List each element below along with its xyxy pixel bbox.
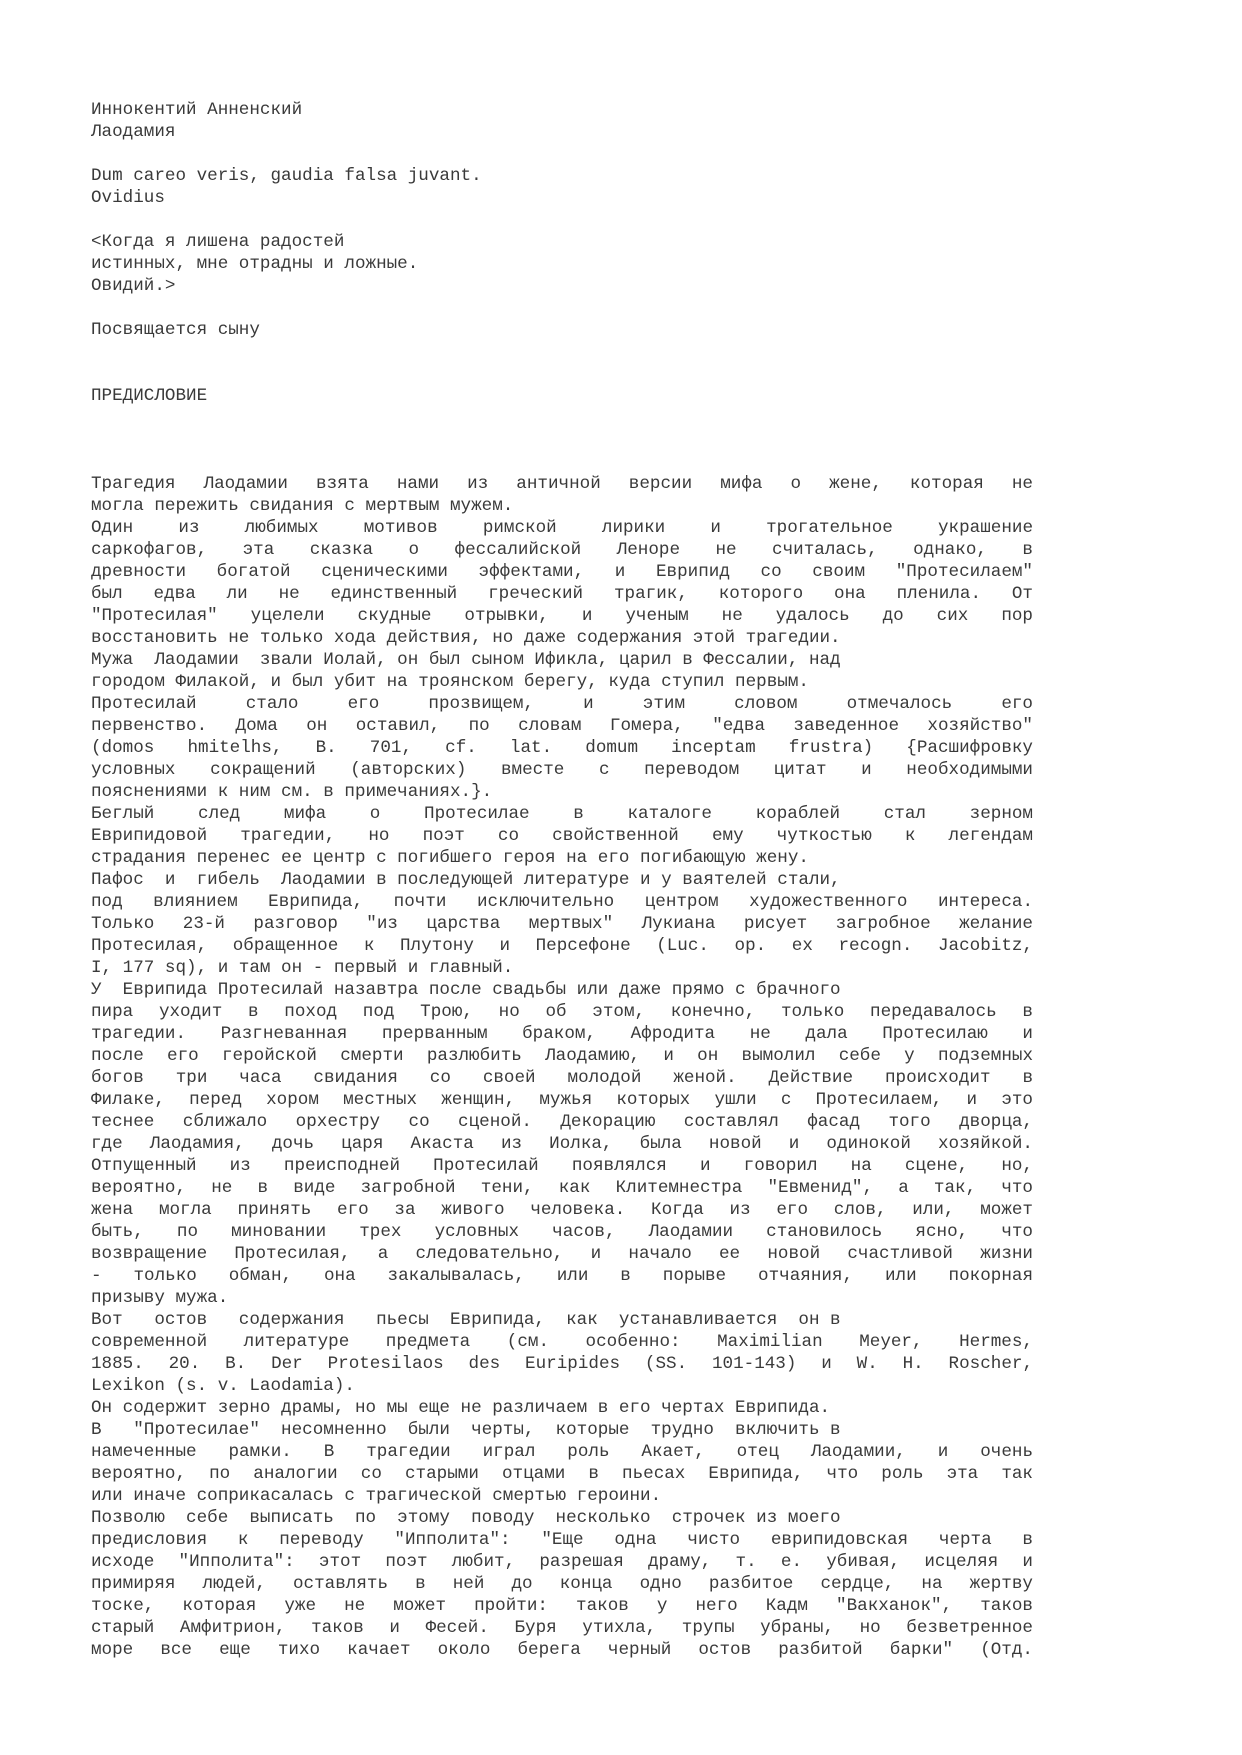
body-line: городом Филакой, и был убит на троянском берегу, куда ступил первым. xyxy=(91,672,809,692)
body-line: могла пережить свидания с мертвым мужем. xyxy=(91,496,514,516)
body-line: Отпущенный из преисподней Протесилай появлялся и говорил на сцене, но, xyxy=(91,1156,1033,1176)
body-line: Только 23-й разговор "из царства мертвых" Лукиана рисует загробное желание xyxy=(91,914,1033,934)
body-line: саркофагов, эта сказка о фессалийской Леноре не считалась, однако, в xyxy=(91,540,1033,560)
body-line: Протесилай стало его прозвищем, и этим словом отмечалось его xyxy=(91,694,1033,714)
body-line: после его геройской смерти разлюбить Лаодамию, и он вымолил себе у подземных xyxy=(91,1046,1033,1066)
body-line: Беглый след мифа о Протесилае в каталоге кораблей стал зерном xyxy=(91,804,1033,824)
body-line: старый Амфитрион, таков и Фесей. Буря утихла, трупы убраны, но безветренное xyxy=(91,1618,1033,1638)
body-line: богов три часа свидания со своей молодой женой. Действие происходит в xyxy=(91,1068,1033,1088)
body-line: предисловия к переводу "Ипполита": "Еще одна чисто еврипидовская черта в xyxy=(91,1530,1033,1550)
body-line: первенство. Дома он оставил, по словам Гомера, "едва заведенное хозяйство" xyxy=(91,716,1033,736)
body-line: тоске, которая уже не может пройти: таков у него Кадм "Вакханок", таков xyxy=(91,1596,1033,1616)
body-line: быть, по миновании трех условных часов, Лаодамии становилось ясно, что xyxy=(91,1222,1033,1242)
body-line: Еврипидовой трагедии, но поэт со свойственной ему чуткостью к легендам xyxy=(91,826,1033,846)
body-line: Мужа Лаодамии звали Иолай, он был сыном Ификла, царил в Фессалии, над xyxy=(91,650,841,670)
body-line: условных сокращений (авторских) вместе с переводом цитат и необходимыми xyxy=(91,760,1033,780)
body-line: (domos hmitelhs, B. 701, cf. lat. domum inceptam frustra) {Расшифровку xyxy=(91,738,1033,758)
body-line: древности богатой сценическими эффектами, и Еврипид со своим "Протесилаем" xyxy=(91,562,1033,582)
body-line: страдания перенес ее центр с погибшего героя на его погибающую жену. xyxy=(91,848,809,868)
body-line: возвращение Протесилая, а следовательно, и начало ее новой счастливой жизни xyxy=(91,1244,1033,1264)
body-line: под влиянием Еврипида, почти исключительно центром художественного интереса. xyxy=(91,892,1033,912)
epigraph-translation-line: <Когда я лишена радостей xyxy=(91,232,345,252)
body-line: Lexikon (s. v. Laodamia). xyxy=(91,1376,355,1396)
body-line: Вот остов содержания пьесы Еврипида, как устанавливается он в xyxy=(91,1310,841,1330)
body-line: восстановить не только хода действия, но даже содержания этой трагедии. xyxy=(91,628,841,648)
body-line: Протесилая, обращенное к Плутону и Персефоне (Luc. op. ex recogn. Jacobitz, xyxy=(91,936,1033,956)
body-line: "Протесилая" уцелели скудные отрывки, и ученым не удалось до сих пор xyxy=(91,606,1033,626)
epigraph-latin: Dum careo veris, gaudia falsa juvant. xyxy=(91,166,482,186)
work-title: Лаодамия xyxy=(91,122,176,142)
body-line: пояснениями к ним см. в примечаниях.}. xyxy=(91,782,493,802)
author-name: Иннокентий Анненский xyxy=(91,100,303,120)
body-line: призыву мужа. xyxy=(91,1288,229,1308)
body-line: - только обман, она закалывалась, или в порыве отчаяния, или покорная xyxy=(91,1266,1033,1286)
body-line: теснее сближало орхестру со сценой. Декорацию составлял фасад того дворца, xyxy=(91,1112,1033,1132)
section-heading: ПРЕДИСЛОВИЕ xyxy=(91,386,208,406)
epigraph-translation-line: Овидий.> xyxy=(91,276,176,296)
epigraph-translation-line: истинных, мне отрадны и ложные. xyxy=(91,254,419,274)
body-line: море все еще тихо качает около берега черный остов разбитой барки" (Отд. xyxy=(91,1640,1033,1660)
body-line: трагедии. Разгневанная прерванным браком, Афродита не дала Протесилаю и xyxy=(91,1024,1033,1044)
body-line: 1885. 20. B. Der Protesilaos des Euripides (SS. 101-143) и W. H. Roscher, xyxy=(91,1354,1033,1374)
body-line: жена могла принять его за живого человека. Когда из его слов, или, может xyxy=(91,1200,1033,1220)
body-line: I, 177 sq), и там он - первый и главный. xyxy=(91,958,514,978)
body-line: Трагедия Лаодамии взята нами из античной версии мифа о жене, которая не xyxy=(91,474,1033,494)
body-line: Пафос и гибель Лаодамии в последующей литературе и у ваятелей стали, xyxy=(91,870,841,890)
body-line: примиряя людей, оставлять в ней до конца одно разбитое сердце, на жертву xyxy=(91,1574,1033,1594)
body-line: намеченные рамки. В трагедии играл роль Акает, отец Лаодамии, и очень xyxy=(91,1442,1033,1462)
body-line: Позволю себе выписать по этому поводу несколько строчек из моего xyxy=(91,1508,841,1528)
body-line: вероятно, по аналогии со старыми отцами в пьесах Еврипида, что роль эта так xyxy=(91,1464,1033,1484)
dedication: Посвящается сыну xyxy=(91,320,260,340)
body-line: Филаке, перед хором местных женщин, мужья которых ушли с Протесилаем, и это xyxy=(91,1090,1033,1110)
body-line: или иначе соприкасалась с трагической смертью героини. xyxy=(91,1486,662,1506)
body-line: В "Протесилае" несомненно были черты, которые трудно включить в xyxy=(91,1420,841,1440)
body-line: вероятно, не в виде загробной тени, как Клитемнестра "Евменид", а так, что xyxy=(91,1178,1033,1198)
body-line: Он содержит зерно драмы, но мы еще не различаем в его чертах Еврипида. xyxy=(91,1398,831,1418)
body-line: где Лаодамия, дочь царя Акаста из Иолка, была новой и одинокой хозяйкой. xyxy=(91,1134,1033,1154)
body-line: У Еврипида Протесилай назавтра после свадьбы или даже прямо с брачного xyxy=(91,980,841,1000)
body-line: современной литературе предмета (см. особенно: Maximilian Meyer, Hermes, xyxy=(91,1332,1033,1352)
epigraph-attribution: Ovidius xyxy=(91,188,165,208)
body-line: исходе "Ипполита": этот поэт любит, разрешая драму, т. е. убивая, исцеляя и xyxy=(91,1552,1033,1572)
body-line: был едва ли не единственный греческий трагик, которого она пленила. От xyxy=(91,584,1033,604)
body-line: пира уходит в поход под Трою, но об этом, конечно, только передавалось в xyxy=(91,1002,1033,1022)
body-line: Один из любимых мотивов римской лирики и трогательное украшение xyxy=(91,518,1033,538)
